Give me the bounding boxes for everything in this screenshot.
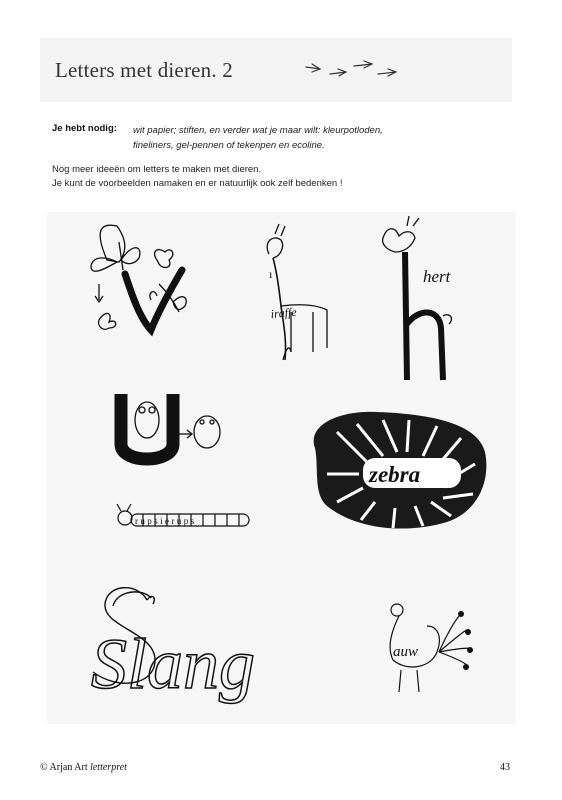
page-title: Letters met dieren. 2	[55, 58, 233, 82]
page-number: 43	[500, 762, 510, 773]
zebra-word: zebra	[369, 462, 421, 487]
birds-icon	[302, 58, 412, 82]
u-owl-illustration	[121, 394, 220, 459]
svg-text:ı: ı	[269, 267, 273, 281]
intro-text	[52, 163, 342, 191]
giraffe-word-illustration	[267, 224, 327, 360]
footer-brand: letterpret	[90, 762, 127, 773]
intro-line-2: Je kunt de voorbeelden namaken en er natuurlijk ook zelf bedenken !	[52, 178, 343, 189]
peacock-word: auw	[393, 644, 419, 660]
letter-v-butterfly-illustration	[91, 225, 186, 330]
slang-word: Slang	[91, 624, 256, 704]
needs-line-1: wit papier; stiften, en verder wat je maar wilt: kleurpotloden,	[133, 125, 383, 136]
illustration-area	[47, 212, 515, 724]
needs-line-2: fineliners, gel-pennen of tekenpen en ecoline.	[133, 140, 325, 151]
giraffe-word: iraffe	[270, 304, 298, 321]
hert-word: hert	[423, 267, 451, 286]
needs-text	[133, 123, 433, 153]
caterpillar-word: rupsierups	[135, 516, 197, 526]
needs-label: Je hebt nodig:	[52, 123, 117, 134]
hert-letter-illustration	[383, 216, 452, 380]
footer-copyright-text: © Arjan Art	[40, 762, 88, 773]
intro-line-1: Nog meer ideeën om letters te maken met dieren.	[52, 164, 262, 175]
footer-copyright	[40, 762, 127, 773]
